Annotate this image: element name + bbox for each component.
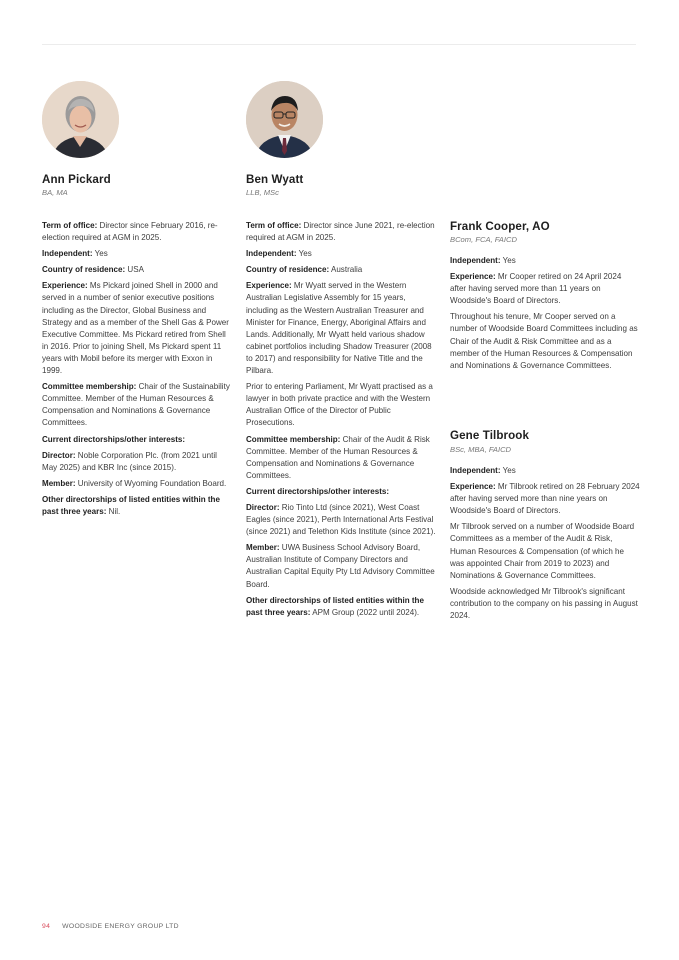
country-of-residence: Country of residence: USA [42, 265, 144, 275]
other-listed-directorships: Other directorships of listed entities within the past three years: APM Group (2022 until 2024). [246, 595, 424, 617]
experience-tribute: Woodside acknowledged Mr Tilbrook's significant contribution to the company on his passing in August 2024. [450, 586, 638, 621]
independent: Independent: Yes [246, 249, 312, 259]
director-name: Gene Tilbrook [450, 429, 530, 442]
country-of-residence: Country of residence: Australia [246, 265, 363, 275]
memberships: Member: UWA Business School Advisory Board, Australian Institute of Company Directors and Australian Capital Equity Pty Ltd Advisory Committee Board. [246, 543, 435, 589]
company-name: WOODSIDE ENERGY GROUP LTD [62, 923, 179, 930]
independent: Independent: Yes [42, 249, 108, 259]
experience-continued: Throughout his tenure, Mr Cooper served on a number of Woodside Board Committees including as Chair of the Audit & Risk Committee and as a member of the Human Resources & Compensation and Nominations & Governance Committees. [450, 312, 638, 370]
portrait-icon [42, 81, 119, 158]
committee-membership: Committee membership: Chair of the Audit & Risk Committee. Member of the Human Resources & Compensation and Nominations & Governance Committees. [246, 434, 430, 480]
memberships: Member: University of Wyoming Foundation Board. [42, 478, 227, 488]
top-divider [42, 44, 636, 45]
director-details [450, 465, 640, 626]
page-footer [42, 923, 179, 930]
experience-continued: Mr Tilbrook served on a number of Woodside Board Committees as a member of the Audit & Risk, Human Resources & Compensation (of which he was appointed Chair from 2019 to 2023) and Nominations & Governance Committees. [450, 522, 635, 580]
director-photo [246, 81, 323, 158]
director-qualifications: BCom, FCA, FAICD [450, 235, 517, 244]
experience-continued: Prior to entering Parliament, Mr Wyatt practised as a lawyer in both private practice and with the Western Australian Office of the Director of Public Prosecutions. [246, 382, 433, 428]
page-number: 94 [42, 923, 51, 930]
independent: Independent: Yes [450, 466, 516, 475]
director-details [246, 220, 436, 623]
director-name: Frank Cooper, AO [450, 220, 550, 233]
portrait-icon [246, 81, 323, 158]
independent: Independent: Yes [450, 256, 516, 265]
term-of-office: Term of office: Director since February 2016, re-election required at AGM in 2025. [42, 221, 218, 243]
other-listed-directorships: Other directorships of listed entities within the past three years: Nil. [42, 494, 220, 516]
current-directorships-heading: Current directorships/other interests: [246, 486, 390, 496]
current-directorships-heading: Current directorships/other interests: [42, 434, 186, 444]
experience: Experience: Mr Wyatt served in the Western Australian Legislative Assembly for 15 years, including as the Western Australian Treasurer and Minister for Finance, Energy, Aboriginal Affairs and Lands. Additionally, Mr Wyatt held various shadow cabinet portfolios including Shadow Treasurer (2008 to 2017) and responsibility for Native Title and the Pilbara. [246, 281, 432, 376]
experience: Experience: Mr Cooper retired on 24 April 2024 after having served more than 11 years on Woodside's Board of Directors. [450, 272, 622, 306]
director-name: Ann Pickard [42, 173, 111, 186]
director-name: Ben Wyatt [246, 173, 304, 186]
directorships: Director: Rio Tinto Ltd (since 2021), West Coast Eagles (since 2021), Perth International Arts Festival (since 2021) and Telethon Kids Institute (since 2021). [246, 502, 436, 537]
director-qualifications: BSc, MBA, FAICD [450, 445, 512, 454]
experience: Experience: Mr Tilbrook retired on 28 February 2024 after having served more than nine years on Woodside's Board of Directors. [450, 482, 640, 516]
director-details [42, 220, 230, 522]
director-photo [42, 81, 119, 158]
director-qualifications: LLB, MSc [246, 188, 279, 197]
director-details [450, 255, 638, 376]
director-qualifications: BA, MA [42, 188, 68, 197]
experience: Experience: Ms Pickard joined Shell in 2000 and served in a number of senior executive positions including as the Director, Global Business and Strategy and as a member of the Shell Gas & Power Executive Committee. Ms Pickard retired from Shell in 2016. Prior to joining Shell, Ms Pickard spent 11 years with Mobil before its merger with Exxon in 1999. [42, 281, 229, 376]
directorships: Director: Noble Corporation Plc. (from 2021 until May 2025) and KBR Inc (since 2015). [42, 450, 217, 472]
term-of-office: Term of office: Director since June 2021, re-election required at AGM in 2025. [246, 221, 435, 243]
committee-membership: Committee membership: Chair of the Sustainability Committee. Member of the Human Resources & Compensation and Nominations & Governance Committees. [42, 382, 230, 428]
